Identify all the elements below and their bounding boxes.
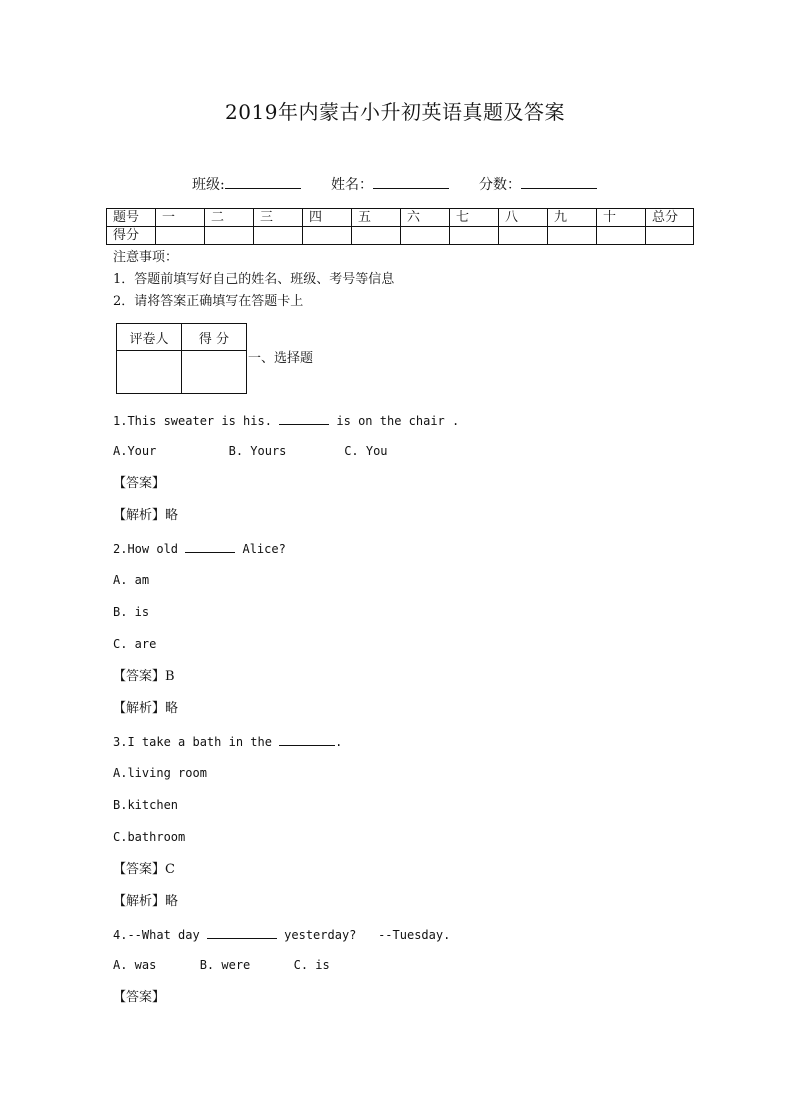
question-4-answer: 【答案】 <box>113 990 166 1005</box>
grader-label: 评卷人 <box>117 324 182 351</box>
question-text: Alice? <box>235 542 286 556</box>
score-table-col: 一 <box>156 209 205 227</box>
name-blank <box>373 174 449 189</box>
question-3-answer: 【答案】C <box>113 862 175 877</box>
score-table-col: 五 <box>352 209 401 227</box>
score-table-col: 三 <box>254 209 303 227</box>
question-3-option: C.bathroom <box>113 830 186 844</box>
class-field <box>192 174 301 194</box>
question-3-option: B.kitchen <box>113 798 179 812</box>
document-title: 2019年内蒙古小升初英语真题及答案 <box>225 100 565 124</box>
score-cell <box>303 227 352 245</box>
answer-blank <box>279 733 335 746</box>
note-item: 1．答题前填写好自己的姓名、班级、考号等信息 <box>113 272 395 287</box>
question-text: yesterday? --Tuesday. <box>276 928 451 942</box>
question-2-option: B. is <box>113 605 150 619</box>
question-2-option: A. am <box>113 573 150 587</box>
score-table-score-row <box>107 227 694 245</box>
question-2-analysis: 【解析】略 <box>113 701 179 716</box>
score-cell <box>254 227 303 245</box>
question-text: 3.I take a bath in the <box>113 735 280 749</box>
grader-table <box>116 323 247 394</box>
score-table-col: 二 <box>205 209 254 227</box>
grader-cell <box>182 351 247 394</box>
question-4 <box>113 926 450 942</box>
score-cell <box>156 227 205 245</box>
question-1-options: A.Your B. Yours C. You <box>113 444 388 458</box>
score-table-row-label: 得分 <box>107 227 156 245</box>
question-text: . <box>335 735 343 749</box>
score-cell <box>646 227 694 245</box>
notes-heading: 注意事项： <box>113 250 179 265</box>
score-cell <box>548 227 597 245</box>
question-text: 2.How old <box>113 542 186 556</box>
grader-score-label: 得 分 <box>182 324 247 351</box>
score-table-col: 八 <box>499 209 548 227</box>
score-label: 分数： <box>479 177 521 193</box>
score-table <box>106 208 694 245</box>
question-1 <box>113 412 459 428</box>
score-cell <box>205 227 254 245</box>
score-cell <box>401 227 450 245</box>
question-text: 4.--What day <box>113 928 207 942</box>
score-table-col: 四 <box>303 209 352 227</box>
question-3-analysis: 【解析】略 <box>113 894 179 909</box>
question-2 <box>113 540 286 556</box>
question-text: is on the chair . <box>329 414 460 428</box>
score-table-header-row <box>107 209 694 227</box>
question-1-answer: 【答案】 <box>113 476 166 491</box>
section-heading: 一、选择题 <box>248 351 314 366</box>
score-table-col: 九 <box>548 209 597 227</box>
name-field <box>331 174 449 194</box>
score-table-header-label: 题号 <box>107 209 156 227</box>
question-2-option: C. are <box>113 637 157 651</box>
note-item: 2．请将答案正确填写在答题卡上 <box>113 294 304 309</box>
score-cell <box>597 227 646 245</box>
score-table-col: 十 <box>597 209 646 227</box>
question-3 <box>113 733 342 749</box>
score-blank <box>521 174 597 189</box>
question-2-answer: 【答案】B <box>113 669 175 684</box>
score-table-col-total: 总分 <box>646 209 694 227</box>
question-3-option: A.living room <box>113 766 207 780</box>
score-cell <box>352 227 401 245</box>
question-text: 1.This sweater is his. <box>113 414 280 428</box>
score-cell <box>499 227 548 245</box>
score-table-col: 七 <box>450 209 499 227</box>
answer-blank <box>207 926 277 939</box>
grader-cell <box>117 351 182 394</box>
score-cell <box>450 227 499 245</box>
question-1-analysis: 【解析】略 <box>113 508 179 523</box>
class-blank <box>225 174 301 189</box>
score-field <box>479 174 597 194</box>
answer-blank <box>185 540 235 553</box>
class-label: 班级: <box>192 177 225 193</box>
question-4-options: A. was B. were C. is <box>113 958 330 972</box>
score-table-col: 六 <box>401 209 450 227</box>
answer-blank <box>279 412 329 425</box>
name-label: 姓名： <box>331 177 373 193</box>
